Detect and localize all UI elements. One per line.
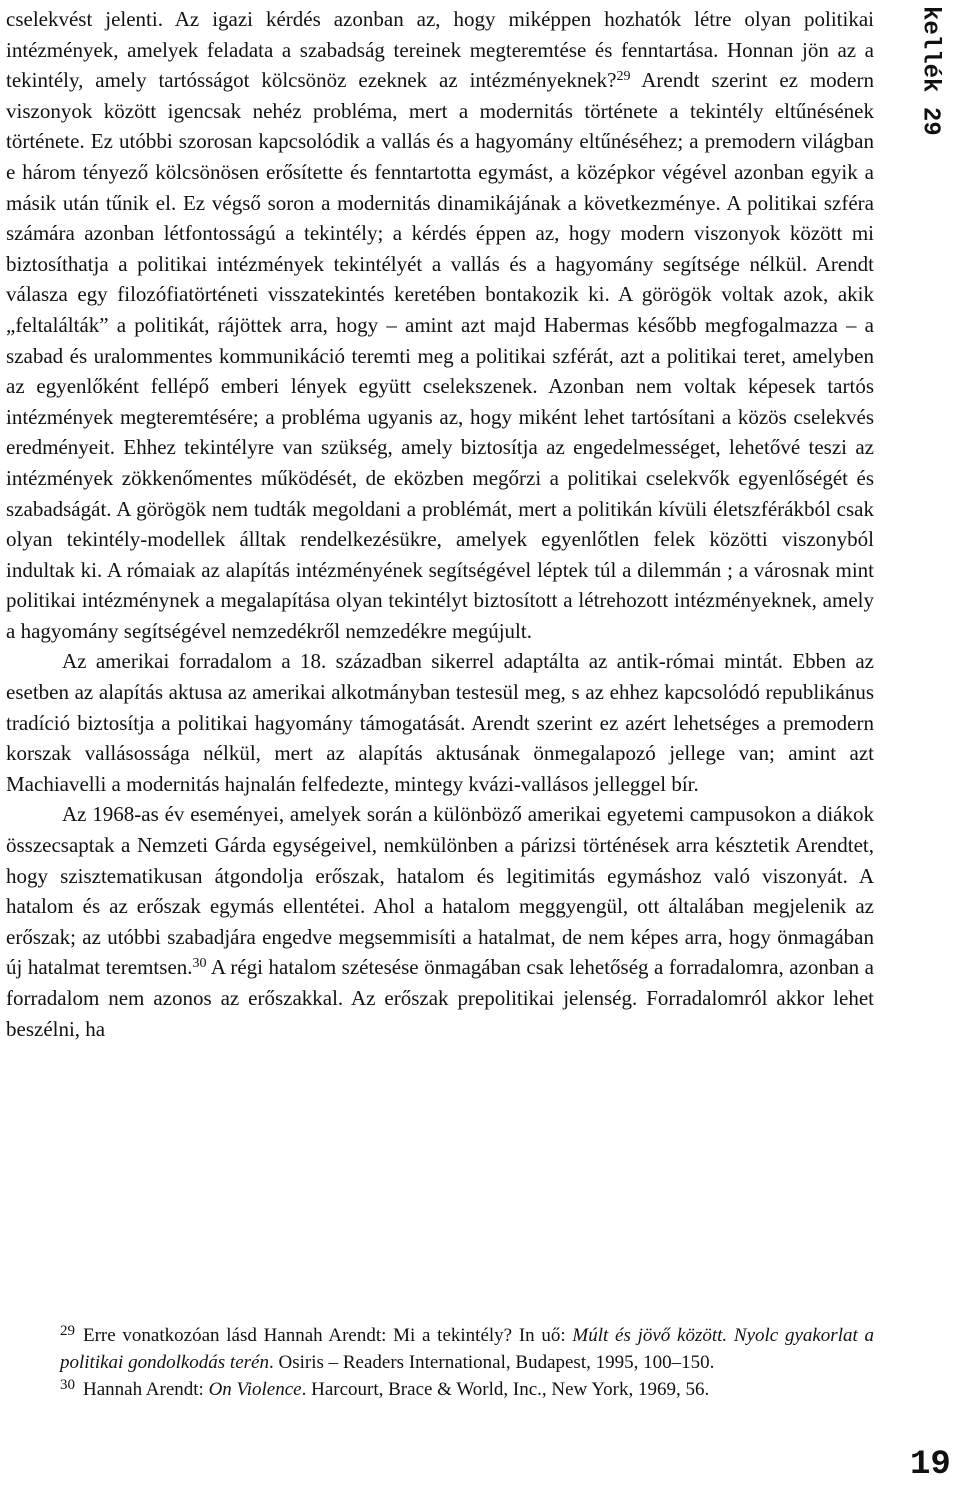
- footnotes: [60, 1322, 874, 1403]
- paragraph-1-text-a: cselekvést jelenti. Az igazi kérdés azonban az, hogy miképpen hozhatók létre olyan politikai intézmények, amelyek feladata a szabadság tereinek megteremtése és fenntartása. Honnan jön az a tekintély, amely tartósságot kölcsönöz ezeknek az intézményeknek?: [6, 7, 874, 93]
- footnote-30-text-a: Hannah Arendt:: [83, 1379, 209, 1400]
- footnote-29-title: Múlt és jövő között. Nyolc gyakorlat a politikai gondolkodás terén: [60, 1325, 874, 1373]
- journal-side-label: [906, 6, 954, 156]
- main-text: [6, 4, 874, 1044]
- page-number: 19: [910, 1446, 951, 1484]
- journal-side-label-text: kellék 29: [916, 6, 944, 136]
- paragraph-3: [6, 799, 874, 1044]
- footnote-ref-30[interactable]: 30: [192, 956, 207, 972]
- paragraph-3-text-a: Az 1968-as év eseményei, amelyek során a különböző amerikai egyetemi campusokon a diákok összecsaptak a Nemzeti Gárda egységeivel, nemkülönben a párizsi történések arra késztetik Arendtet, hogy szisztematikusan átgondolja erőszak, hatalom és legitimitás egymáshoz való viszonyát. A hatalom és az erőszak egymás ellentétei. Ahol a hatalom meggyengül, ott általában megjelenik az erőszak; az utóbbi szabadjára engedve megsemmisíti a hatalmat, de nem képes arra, hogy önmagában új hatalmat teremtsen.: [6, 802, 874, 980]
- footnote-30-title: On Violence: [208, 1379, 302, 1400]
- footnote-ref-29[interactable]: 29: [616, 69, 631, 85]
- footnote-29-number: 29: [60, 1323, 75, 1339]
- footnote-29-text-b: . Osiris – Readers International, Budapest, 1995, 100–150.: [268, 1352, 715, 1373]
- footnote-30: [60, 1376, 874, 1403]
- paragraph-1-text-b: Arendt szerint ez modern viszonyok között igencsak nehéz probléma, mert a modernitás története a tekintély eltűnésének története. Ez utóbbi szorosan kapcsolódik a vallás és a hagyomány eltűnéséhez; a premodern világban e három tényező kölcsönösen erősítette és fenntartotta egymást, a középkor végével azonban egyik a másik után tűnik el. Ez végső soron a modernitás dinamikájának a következménye. A politikai szféra számára azonban létfontosságú a tekintély; a kérdés éppen az, hogy modern viszonyok között mi biztosíthatja a politikai intézmények tekintélyét a vallás és a hagyomány segítsége nélkül. Arendt válasza egy filozófiatörténeti visszatekintés keretében bontakozik ki. A görögök voltak azok, akik „feltalálták” a politikát, rájöttek arra, hogy – amint azt majd Habermas később megfogalmazza – a szabad és uralommentes kommunikáció teremti meg a politikai szférát, azt a politikai teret, amelyben az egyenlőként fellépő emberi lények együtt cselekszenek. Azonban nem voltak képesek tartós intézmények megteremtésére; a probléma ugyanis az, hogy miként lehet tartósítani a közös cselekvés eredményeit. Ehhez tekintélyre van szükség, amely biztosítja az engedelmességet, lehetővé teszi az intézmények zökkenőmentes működését, de eközben megőrzi a politikai cselekvők egyenlőségét és szabadságát. A görögök nem tudták megoldani a problémát, mert a politikán kívüli életszférákból csak olyan tekintély-modellek álltak rendelkezésükre, amelyek egyenlőtlen felek közötti viszonyból indultak ki. A rómaiak az alapítás intézményének segítségével léptek túl a dilemmán ; a városnak mint politikai intézménynek a megalapítása olyan tekintélyt biztosított a létrehozott intézményeknek, amely a hagyomány segítségével nemzedékről nemzedékre megújult.: [6, 68, 874, 643]
- footnote-29: [60, 1322, 874, 1376]
- paragraph-2: Az amerikai forradalom a 18. században sikerrel adaptálta az antik-római mintát. Ebben az esetben az alapítás aktusa az amerikai alkotmányban testesül meg, s az ehhez kapcsolódó republikánus tradíció biztosítja a politikai hagyomány támogatását. Arendt szerint ez azért lehetséges a premodern korszak vallásossága nélkül, mert az alapítás aktusának önmegalapozó jellege van; amint azt Machiavelli a modernitás hajnalán felfedezte, mintegy kvázi-vallásos jelleggel bír.: [6, 649, 874, 796]
- paragraph-3-text-b: A régi hatalom szétesése önmagában csak lehetőség a forradalomra, azonban a forradalom nem azonos az erőszakkal. Az erőszak prepolitikai jelenség. Forradalomról akkor lehet beszélni, ha: [6, 955, 874, 1041]
- footnote-30-text-b: . Harcourt, Brace & World, Inc., New York, 1969, 56.: [301, 1379, 710, 1400]
- paragraph-1: [6, 4, 874, 646]
- footnote-30-number: 30: [60, 1377, 75, 1393]
- footnote-29-text-a: Erre vonatkozóan lásd Hannah Arendt: Mi a tekintély? In uő:: [83, 1325, 573, 1346]
